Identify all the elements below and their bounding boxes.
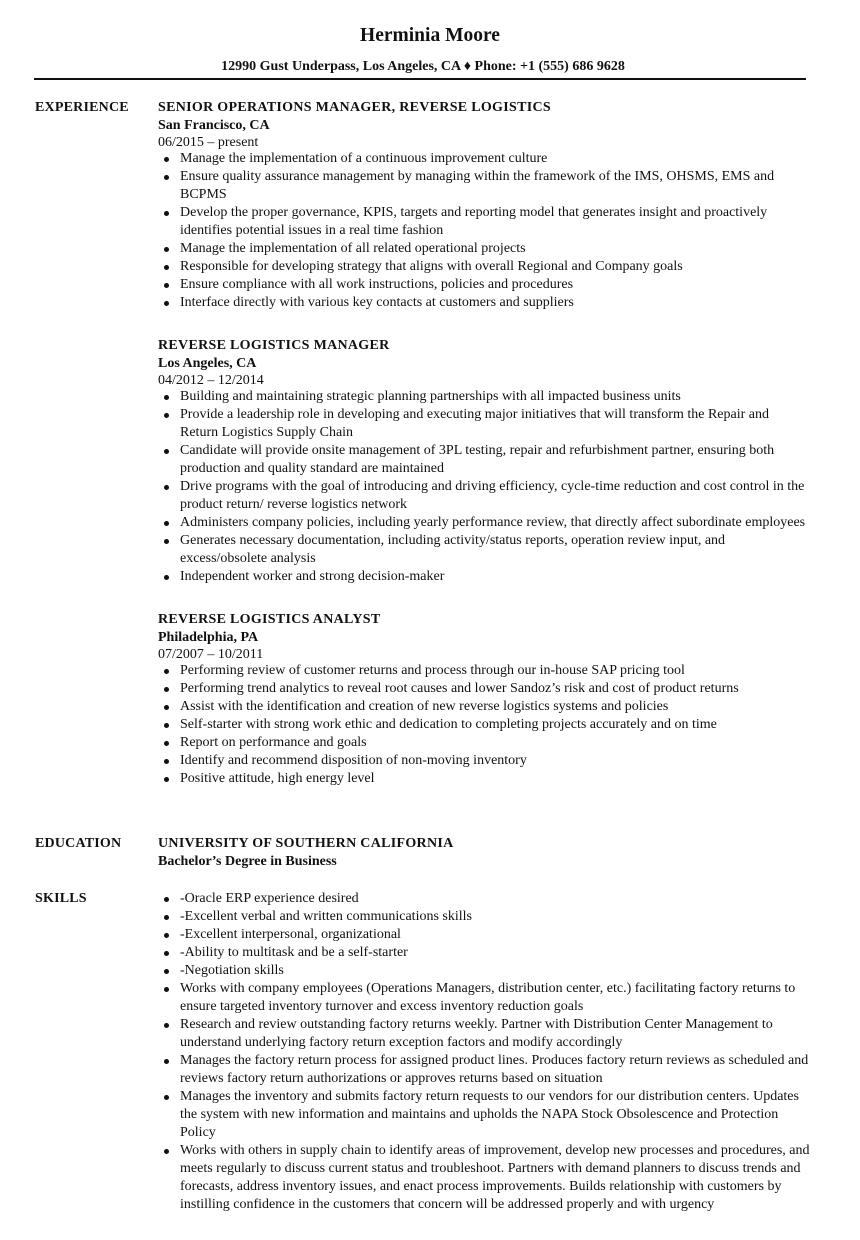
bullet-text: Generates necessary documentation, including activity/status reports, operation review input, and excess/obsolete analysis [180, 533, 726, 566]
bullet-text: -Oracle ERP experience desired [180, 891, 359, 906]
bullet-text: Assist with the identification and creation of new reverse logistics systems and policies [180, 699, 669, 714]
bullet-icon [164, 575, 169, 580]
list-item [158, 514, 810, 532]
bullet-text: Performing review of customer returns and process through our in-house SAP pricing tool [180, 663, 685, 678]
job-title: REVERSE LOGISTICS ANALYST [158, 612, 381, 627]
bullet-icon [164, 539, 169, 544]
bullet-text: Report on performance and goals [180, 735, 367, 750]
bullet-text: Manages the factory return process for assigned product lines. Produces factory return reviews as scheduled and reviews factory return authorizations or approves returns based on situation [180, 1053, 809, 1086]
list-item [158, 908, 810, 926]
job-location: Philadelphia, PA [158, 630, 259, 645]
job-bullets [158, 388, 810, 586]
bullet-text: Building and maintaining strategic planning partnerships with all impacted business units [180, 389, 681, 404]
contact-line: 12990 Gust Underpass, Los Angeles, CA ♦ Phone: +1 (555) 686 9628 [221, 59, 625, 74]
list-item [158, 406, 810, 442]
bullet-icon [164, 969, 169, 974]
bullet-icon [164, 449, 169, 454]
list-item [158, 388, 810, 406]
bullet-icon [164, 247, 169, 252]
list-item [158, 752, 810, 770]
bullet-text: -Negotiation skills [180, 963, 284, 978]
bullet-text: Responsible for developing strategy that aligns with overall Regional and Company goals [180, 259, 683, 274]
experience-content [158, 99, 810, 788]
section-label-skills: SKILLS [35, 891, 87, 906]
bullet-icon [164, 211, 169, 216]
skills-content [158, 890, 810, 1214]
list-item [158, 568, 810, 586]
list-item [158, 680, 810, 698]
header-divider [34, 78, 806, 80]
list-item [158, 478, 810, 514]
bullet-icon [164, 933, 169, 938]
education-content [158, 835, 810, 871]
bullet-text: Performing trend analytics to reveal root causes and lower Sandoz’s risk and cost of product returns [180, 681, 739, 696]
bullet-text: Develop the proper governance, KPIS, targets and reporting model that generates insight and proactively identifies potential issues in a real time fashion [180, 205, 768, 238]
list-item [158, 962, 810, 980]
bullet-icon [164, 485, 169, 490]
bullet-text: Manage the implementation of all related operational projects [180, 241, 526, 256]
candidate-name: Herminia Moore [360, 25, 500, 46]
bullet-icon [164, 265, 169, 270]
bullet-text: Works with company employees (Operations Managers, distribution center, etc.) facilitating factory returns to ensure targeted inventory turnover and excess inventory reduction goals [180, 981, 796, 1014]
list-item [158, 716, 810, 734]
bullet-text: -Ability to multitask and be a self-starter [180, 945, 408, 960]
list-item [158, 240, 810, 258]
bullet-text: Self-starter with strong work ethic and dedication to completing projects accurately and on time [180, 717, 717, 732]
bullet-icon [164, 705, 169, 710]
bullet-text: Independent worker and strong decision-maker [180, 569, 445, 584]
list-item [158, 442, 810, 478]
list-item [158, 890, 810, 908]
bullet-icon [164, 521, 169, 526]
bullet-text: Ensure quality assurance management by managing within the framework of the IMS, OHSMS, EMS and BCPMS [180, 169, 775, 202]
bullet-icon [164, 1059, 169, 1064]
bullet-text: Works with others in supply chain to identify areas of improvement, develop new processes and procedures, and meets regularly to discuss current status and troubleshoot. Partners with demand planners to discuss trends and forecasts, address inventory issues, and enact process improvements. Builds relationship with customers by instilling confidence in the customers that concern will be addressed properly and with urgency [180, 1143, 810, 1212]
bullet-text: Positive attitude, high energy level [180, 771, 375, 786]
bullet-icon [164, 723, 169, 728]
job-entry [158, 337, 810, 586]
bullet-icon [164, 915, 169, 920]
bullet-icon [164, 987, 169, 992]
bullet-icon [164, 395, 169, 400]
list-item [158, 1016, 810, 1052]
list-item [158, 734, 810, 752]
bullet-icon [164, 413, 169, 418]
list-item [158, 150, 810, 168]
degree-name: Bachelor’s Degree in Business [158, 854, 337, 869]
job-entry [158, 611, 810, 788]
bullet-text: Drive programs with the goal of introducing and driving efficiency, cycle-time reduction and cost control in the product return/ reverse logistics network [180, 479, 805, 512]
job-entry [158, 99, 810, 312]
list-item [158, 1052, 810, 1088]
job-location: Los Angeles, CA [158, 356, 257, 371]
job-bullets [158, 150, 810, 312]
list-item [158, 168, 810, 204]
job-bullets [158, 662, 810, 788]
bullet-icon [164, 897, 169, 902]
school-name: UNIVERSITY OF SOUTHERN CALIFORNIA [158, 836, 454, 851]
section-label-experience: EXPERIENCE [35, 100, 129, 115]
bullet-icon [164, 157, 169, 162]
list-item [158, 276, 810, 294]
section-label-education: EDUCATION [35, 836, 122, 851]
list-item [158, 1088, 810, 1142]
bullet-icon [164, 1095, 169, 1100]
bullet-text: Administers company policies, including yearly performance review, that directly affect subordinate employees [180, 515, 806, 530]
bullet-text: Candidate will provide onsite management of 3PL testing, repair and refurbishment partner, ensuring both production and quality standard are maintained [180, 443, 775, 476]
bullet-text: Identify and recommend disposition of non-moving inventory [180, 753, 527, 768]
bullet-icon [164, 175, 169, 180]
bullet-icon [164, 669, 169, 674]
job-dates: 04/2012 – 12/2014 [158, 373, 264, 388]
list-item [158, 662, 810, 680]
bullet-icon [164, 1023, 169, 1028]
bullet-icon [164, 777, 169, 782]
bullet-text: Manages the inventory and submits factory return requests to our vendors for our distribution centers. Updates the system with new information and maintains and upholds the NAPA Stock Obsolescence and Protection Policy [180, 1089, 799, 1140]
list-item [158, 532, 810, 568]
job-title: REVERSE LOGISTICS MANAGER [158, 338, 390, 353]
bullet-text: Research and review outstanding factory returns weekly. Partner with Distribution Center Management to understand underlying factory return exception factors and modify accordingly [180, 1017, 773, 1050]
list-item [158, 980, 810, 1016]
bullet-text: -Excellent verbal and written communications skills [180, 909, 472, 924]
skills-bullets [158, 890, 810, 1214]
job-dates: 06/2015 – present [158, 135, 259, 150]
list-item [158, 926, 810, 944]
list-item [158, 258, 810, 276]
job-title: SENIOR OPERATIONS MANAGER, REVERSE LOGISTICS [158, 100, 551, 115]
bullet-text: Interface directly with various key contacts at customers and suppliers [180, 295, 574, 310]
list-item [158, 1142, 810, 1214]
bullet-text: -Excellent interpersonal, organizational [180, 927, 401, 942]
bullet-text: Provide a leadership role in developing and executing major initiatives that will transform the Repair and Return Logistics Supply Chain [180, 407, 769, 440]
list-item [158, 698, 810, 716]
list-item [158, 770, 810, 788]
bullet-text: Manage the implementation of a continuous improvement culture [180, 151, 548, 166]
bullet-icon [164, 759, 169, 764]
job-dates: 07/2007 – 10/2011 [158, 647, 264, 662]
bullet-icon [164, 951, 169, 956]
bullet-icon [164, 741, 169, 746]
job-location: San Francisco, CA [158, 118, 270, 133]
bullet-icon [164, 687, 169, 692]
list-item [158, 204, 810, 240]
bullet-icon [164, 283, 169, 288]
bullet-text: Ensure compliance with all work instructions, policies and procedures [180, 277, 574, 292]
bullet-icon [164, 1149, 169, 1154]
list-item [158, 294, 810, 312]
list-item [158, 944, 810, 962]
bullet-icon [164, 301, 169, 306]
